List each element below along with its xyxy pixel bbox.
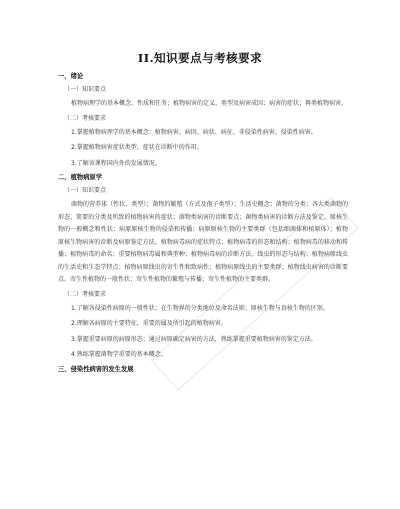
subsection-heading: （一）知识要点: [64, 187, 107, 194]
section-heading: 二、植物病原学: [58, 174, 103, 181]
page-title: II.知识要点与考核要求: [137, 51, 263, 65]
paragraph: 1.了解各侵染性病原的一般性状；在生物界的分类地位及命名法则；原核生物与真核生物的区别。: [71, 304, 329, 312]
paragraph: 4.熟练掌握菌物学重要的基本概念。: [71, 351, 167, 358]
paragraph: 3.掌握重要病原的病原形态；通过病原确定病害的方法，熟练掌握重要植物病害的鉴定方法。: [71, 335, 317, 343]
section-heading: 三、侵染性病害的发生发展: [58, 365, 134, 373]
subsection-heading: （二）考核要求: [64, 114, 107, 122]
document-body: [58, 72, 348, 378]
paragraph: 植物病理学的基本概念、性质和任务；植物病害的定义、类型及病害成因；病害的症状；再类植物病害。: [71, 100, 348, 107]
section-heading: 一、绪论: [58, 73, 84, 80]
subsection-heading: （二）考核要求: [64, 290, 107, 298]
paragraph: 菌物的营养体（性状、类型）；菌物的繁殖（方式及孢子类型）；生活史概念；菌物的分类；各大类菌物的形态、简要的分类及所致的植物病害的症状；菌物类病害的诊断要点；菌物类病害的诊断方法及鉴定。原核生物的一般概念和性状；病原原核生物的侵染和传播；病原原核生物的主要类群（包括细菌体和植原体）；植物原核生物病害的诊断及病原鉴定方法。植物病毒病的症状特点；植物病毒的形态和结构；植物病毒的移动和传播；植物病毒的命名；重要植物病毒属和典型种；植物病毒病的诊断方法。线虫的形态与结构；植物病原线虫的生活史和生态学特点；植物病原线虫的寄生性和致病性；植物病原线虫的主要类群；植物线虫病害的诊断要点。寄生性植物的一般性状；寄生性植物的繁殖与传播；寄生性植物的主要类群。: [58, 201, 348, 283]
paragraph: 1.掌握植物病理学的基本概念：植物病害、病因、病状、病征、非侵染性病害、侵染性病害。: [71, 128, 317, 136]
paragraph: 2.理解各病原的主要特征，重要的属及所引起的植物病害。: [71, 320, 227, 327]
paragraph: 2.掌握植物病害症状类型、症状在诊断中的作用。: [71, 144, 203, 151]
paragraph: 3.了解该课程国内外的发展情况。: [71, 159, 161, 167]
subsection-heading: （一）知识要点: [64, 86, 107, 93]
